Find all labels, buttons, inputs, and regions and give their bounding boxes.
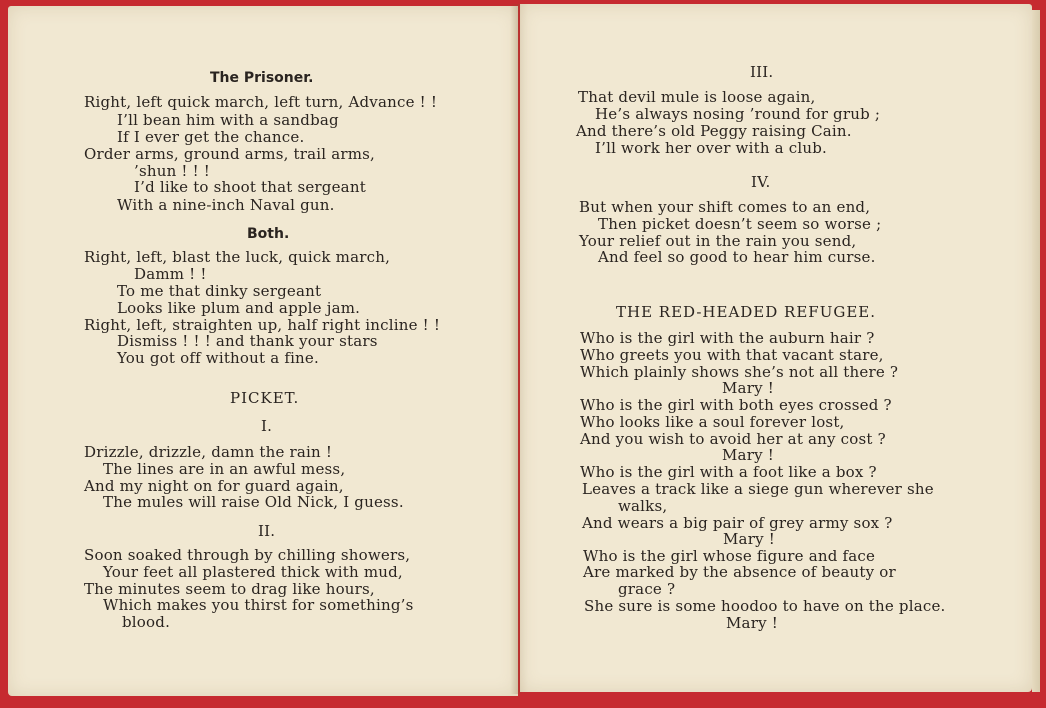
poem-line: Who is the girl with the auburn hair ?	[580, 329, 875, 347]
poem-line: Who looks like a soul forever lost,	[580, 413, 845, 431]
poem-line: Mary !	[723, 530, 775, 548]
poem-line: Then picket doesn’t seem so worse ;	[598, 215, 882, 233]
poem-line: And you wish to avoid her at any cost ?	[580, 430, 886, 448]
poem-line: Dismiss ! ! ! and thank your stars	[117, 332, 378, 350]
poem-line: You got off without a fine.	[117, 349, 319, 367]
poem-line: I’d like to shoot that sergeant	[134, 178, 366, 196]
poem-line: Drizzle, drizzle, damn the rain !	[84, 443, 333, 461]
poem-line: Who greets you with that vacant stare,	[580, 346, 884, 364]
poem-line: Right, left, blast the luck, quick march,	[84, 248, 391, 266]
poem-line: But when your shift comes to an end,	[579, 198, 871, 216]
poem-line: And feel so good to hear him curse.	[598, 248, 876, 266]
poem-line: And wears a big pair of grey army sox ?	[582, 514, 893, 532]
section-number: IV.	[751, 173, 771, 191]
poem-line: Order arms, ground arms, trail arms,	[84, 145, 376, 163]
section-number: II.	[258, 522, 276, 540]
poem-line: Mary !	[726, 614, 778, 632]
poem-line: She sure is some hoodoo to have on the place.	[584, 597, 946, 615]
poem-title-picket: PICKET.	[230, 389, 300, 407]
left-page	[8, 6, 518, 696]
poem-line: And my night on for guard again,	[84, 477, 344, 495]
poem-line: Mary !	[722, 446, 774, 464]
poem-line: If I ever get the chance.	[117, 128, 305, 146]
poem-line: Which plainly shows she’s not all there ?	[580, 363, 899, 381]
poem-line: That devil mule is loose again,	[578, 88, 816, 106]
section-number: III.	[750, 63, 774, 81]
book-gutter	[510, 4, 528, 694]
poem-line: I’ll work her over with a club.	[595, 139, 827, 157]
section-number: I.	[261, 417, 273, 435]
poem-title-prisoner: The Prisoner.	[210, 70, 314, 86]
poem-line: Soon soaked through by chilling showers,	[84, 546, 411, 564]
poem-title-refugee: THE RED-HEADED REFUGEE.	[616, 303, 876, 321]
poem-line: He’s always nosing ’round for grub ;	[595, 105, 881, 123]
poem-line: Who is the girl whose figure and face	[583, 547, 876, 565]
poem-line: Your feet all plastered thick with mud,	[103, 563, 403, 581]
poem-line: I’ll bean him with a sandbag	[117, 111, 339, 129]
poem-line: The lines are in an awful mess,	[103, 460, 346, 478]
poem-line: walks,	[618, 497, 668, 515]
poem-line: Mary !	[722, 379, 774, 397]
poem-line: Who is the girl with both eyes crossed ?	[580, 396, 892, 414]
poem-line: Who is the girl with a foot like a box ?	[580, 463, 877, 481]
poem-line: With a nine-inch Naval gun.	[117, 196, 335, 214]
poem-line: Leaves a track like a siege gun wherever she	[582, 480, 934, 498]
poem-line: grace ?	[618, 580, 676, 598]
poem-line: Which makes you thirst for something’s	[103, 596, 414, 614]
right-page	[520, 4, 1032, 692]
poem-title-both: Both.	[247, 226, 290, 242]
poem-line: Right, left, straighten up, half right incline ! !	[84, 316, 441, 334]
poem-line: Damm ! !	[134, 265, 207, 283]
poem-line: Are marked by the absence of beauty or	[583, 563, 896, 581]
page-edge	[1032, 10, 1040, 692]
poem-line: The minutes seem to drag like hours,	[84, 580, 375, 598]
poem-line: blood.	[122, 613, 171, 631]
poem-line: ’shun ! ! !	[134, 162, 211, 180]
poem-line: Your relief out in the rain you send,	[579, 232, 857, 250]
poem-line: And there’s old Peggy raising Cain.	[576, 122, 852, 140]
poem-line: Right, left quick march, left turn, Advance ! !	[84, 93, 438, 111]
poem-line: To me that dinky sergeant	[117, 282, 322, 300]
poem-line: The mules will raise Old Nick, I guess.	[103, 493, 404, 511]
poem-line: Looks like plum and apple jam.	[117, 299, 361, 317]
